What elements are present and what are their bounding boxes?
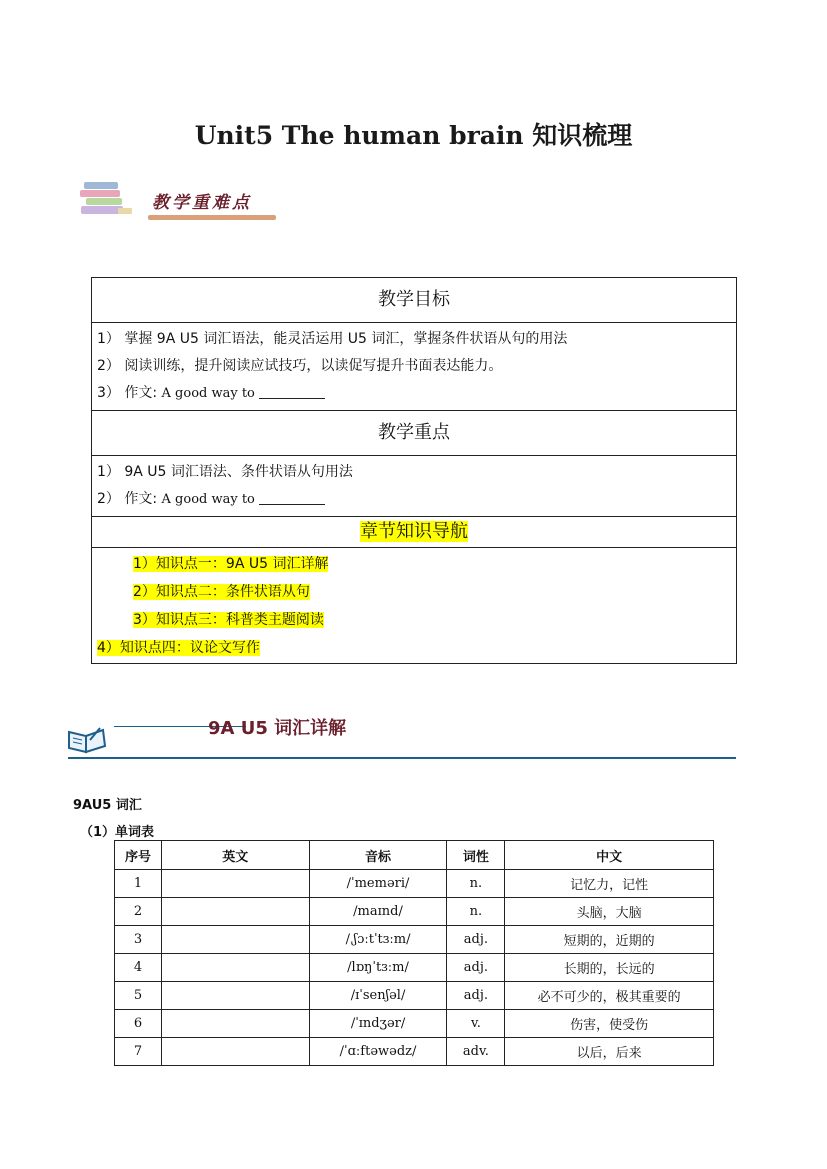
cell-english[interactable] bbox=[161, 870, 309, 898]
cell-phonetic: /ɪˈsenʃəl/ bbox=[309, 982, 447, 1010]
table-row bbox=[115, 954, 714, 982]
goal-item: 2） 阅读训练，提升阅读应试技巧，以读促写提升书面表达能力。 bbox=[97, 358, 503, 374]
vocab-heading: 9AU5 词汇 bbox=[73, 798, 142, 813]
cell-pos: adv. bbox=[447, 1038, 505, 1066]
cell-index: 5 bbox=[115, 982, 162, 1010]
keypoint-item-writing bbox=[97, 486, 731, 513]
column-header: 词性 bbox=[447, 841, 505, 870]
cell-chinese: 必不可少的，极其重要的 bbox=[505, 982, 714, 1010]
cell-chinese: 短期的，近期的 bbox=[505, 926, 714, 954]
vocab-table bbox=[114, 840, 714, 1066]
cell-pos: adj. bbox=[447, 954, 505, 982]
cell-index: 2 bbox=[115, 898, 162, 926]
cell-english[interactable] bbox=[161, 898, 309, 926]
cell-chinese: 以后，后来 bbox=[505, 1038, 714, 1066]
teaching-goals-table bbox=[91, 277, 737, 664]
nav-item: 1）知识点一：9A U5 词汇详解 bbox=[133, 556, 329, 572]
section-banner-vocab bbox=[66, 718, 736, 762]
banner-label: 教学重难点 bbox=[152, 193, 252, 213]
cell-english[interactable] bbox=[161, 954, 309, 982]
cell-pos: v. bbox=[447, 1010, 505, 1038]
books-icon bbox=[78, 180, 134, 220]
writing-topic: A good way to bbox=[161, 386, 255, 401]
keypoint-item: 1） 9A U5 词汇语法、条件状语从句用法 bbox=[97, 464, 353, 480]
column-header: 中文 bbox=[505, 841, 714, 870]
table-row bbox=[115, 982, 714, 1010]
nav-item: 4）知识点四：议论文写作 bbox=[97, 640, 260, 656]
writing-prefix: 3） 作文: bbox=[97, 385, 162, 401]
cell-index: 3 bbox=[115, 926, 162, 954]
section-banner-key-points bbox=[78, 176, 288, 224]
column-header: 英文 bbox=[161, 841, 309, 870]
cell-phonetic: /ˈɑːftəwədz/ bbox=[309, 1038, 447, 1066]
nav-heading-row bbox=[92, 517, 736, 548]
keypoints-heading: 教学重点 bbox=[92, 411, 736, 456]
cell-phonetic: /maɪnd/ bbox=[309, 898, 447, 926]
table-row bbox=[115, 870, 714, 898]
cell-english[interactable] bbox=[161, 926, 309, 954]
table-row bbox=[115, 898, 714, 926]
cell-pos: adj. bbox=[447, 982, 505, 1010]
nav-item: 3）知识点三：科普类主题阅读 bbox=[133, 612, 324, 628]
goal-item: 1） 掌握 9A U5 词汇语法，能灵活运用 U5 词汇，掌握条件状语从句的用法 bbox=[97, 331, 568, 347]
column-header: 序号 bbox=[115, 841, 162, 870]
keypoints-body bbox=[92, 456, 736, 517]
cell-index: 1 bbox=[115, 870, 162, 898]
cell-english[interactable] bbox=[161, 1038, 309, 1066]
banner-label: 9A U5 词汇详解 bbox=[208, 718, 347, 739]
cell-english[interactable] bbox=[161, 982, 309, 1010]
cell-index: 7 bbox=[115, 1038, 162, 1066]
writing-topic: A good way to bbox=[161, 492, 255, 507]
open-book-icon bbox=[66, 724, 108, 754]
writing-prefix: 2） 作文: bbox=[97, 491, 162, 507]
cell-phonetic: /ˌʃɔːtˈtɜːm/ bbox=[309, 926, 447, 954]
cell-chinese: 记忆力，记性 bbox=[505, 870, 714, 898]
goal-item-writing bbox=[97, 380, 731, 407]
column-header: 音标 bbox=[309, 841, 447, 870]
table-row bbox=[115, 926, 714, 954]
cell-phonetic: /lɒŋˈtɜːm/ bbox=[309, 954, 447, 982]
cell-pos: n. bbox=[447, 870, 505, 898]
page-title: Unit5 The human brain 知识梳理 bbox=[194, 121, 633, 150]
cell-chinese: 伤害，使受伤 bbox=[505, 1010, 714, 1038]
nav-body bbox=[92, 548, 736, 663]
cell-pos: adj. bbox=[447, 926, 505, 954]
nav-item: 2）知识点二：条件状语从句 bbox=[133, 584, 310, 600]
nav-heading: 章节知识导航 bbox=[360, 521, 468, 542]
banner-underline bbox=[148, 215, 276, 220]
fill-blank bbox=[259, 490, 325, 505]
table-row bbox=[115, 1038, 714, 1066]
goals-body bbox=[92, 323, 736, 411]
cell-english[interactable] bbox=[161, 1010, 309, 1038]
fill-blank bbox=[259, 384, 325, 399]
cell-phonetic: /ˈmeməri/ bbox=[309, 870, 447, 898]
cell-index: 4 bbox=[115, 954, 162, 982]
cell-chinese: 长期的，长远的 bbox=[505, 954, 714, 982]
table-row bbox=[115, 1010, 714, 1038]
cell-chinese: 头脑，大脑 bbox=[505, 898, 714, 926]
cell-index: 6 bbox=[115, 1010, 162, 1038]
table-header-row bbox=[115, 841, 714, 870]
cell-phonetic: /ˈɪndʒər/ bbox=[309, 1010, 447, 1038]
goals-heading: 教学目标 bbox=[92, 278, 736, 323]
cell-pos: n. bbox=[447, 898, 505, 926]
vocab-subheading: （1）单词表 bbox=[80, 825, 155, 840]
banner-rule bbox=[68, 757, 736, 759]
